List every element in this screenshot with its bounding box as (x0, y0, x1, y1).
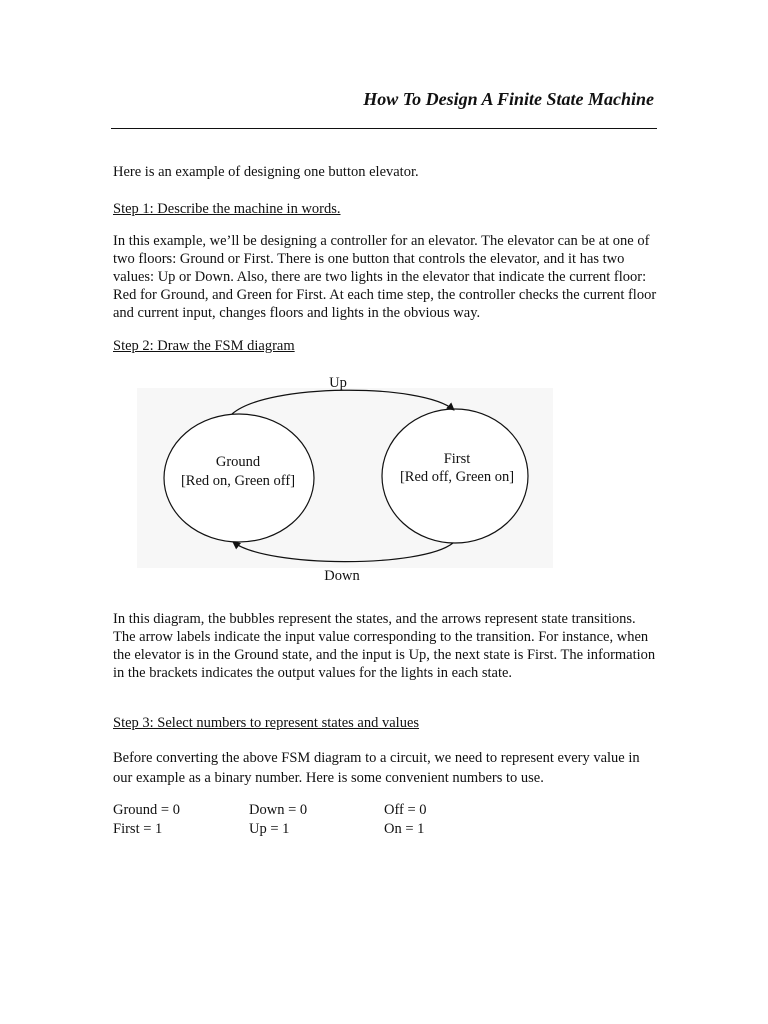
step2-paragraph: In this diagram, the bubbles represent the states, and the arrows represent state transitions. The arrow labels indicate the input value corresponding to the transition. For instance, when the elevator is in the Ground state, and the input is Up, the next state is First. The information in the brackets indicates the output values for the lights in each state. (113, 611, 656, 681)
ground-state-output: [Red on, Green off] (180, 473, 296, 489)
up-encoding: Up = 1 (249, 821, 290, 837)
ground-encoding: Ground = 0 (113, 802, 180, 818)
down-label: Down (324, 568, 360, 584)
ground-state-name: Ground (215, 454, 261, 470)
page-title: How To Design A Finite State Machine (363, 89, 654, 109)
step1-paragraph: In this example, we’ll be designing a controller for an elevator. The elevator can be at one of two floors: Ground or First. There is one button that controls the elevator, and it has two values: Up or Down. Also, there are two lights in the elevator that indicate the current floor: Red for Ground, and Green for First. At each time step, the controller checks the current floor and current input, changes floors and lights in the obvious way. (113, 233, 657, 321)
intro-paragraph: Here is an example of designing one button elevator. (113, 164, 419, 180)
up-label: Up (329, 375, 347, 391)
step3-paragraph: Before converting the above FSM diagram to a circuit, we need to represent every value in our example as a binary number. Here is some convenient numbers to use. (113, 750, 640, 786)
first-encoding: First = 1 (113, 821, 163, 837)
down-encoding: Down = 0 (249, 802, 308, 818)
first-state-output: [Red off, Green on] (399, 469, 515, 485)
on-encoding: On = 1 (384, 821, 425, 837)
header-rule (111, 128, 657, 129)
off-encoding: Off = 0 (384, 802, 427, 818)
first-state-name: First (443, 451, 471, 467)
step3-heading: Step 3: Select numbers to represent states and values (113, 715, 420, 731)
step2-heading: Step 2: Draw the FSM diagram (113, 338, 295, 354)
fsm-diagram (137, 368, 553, 590)
step1-heading: Step 1: Describe the machine in words. (113, 201, 341, 217)
